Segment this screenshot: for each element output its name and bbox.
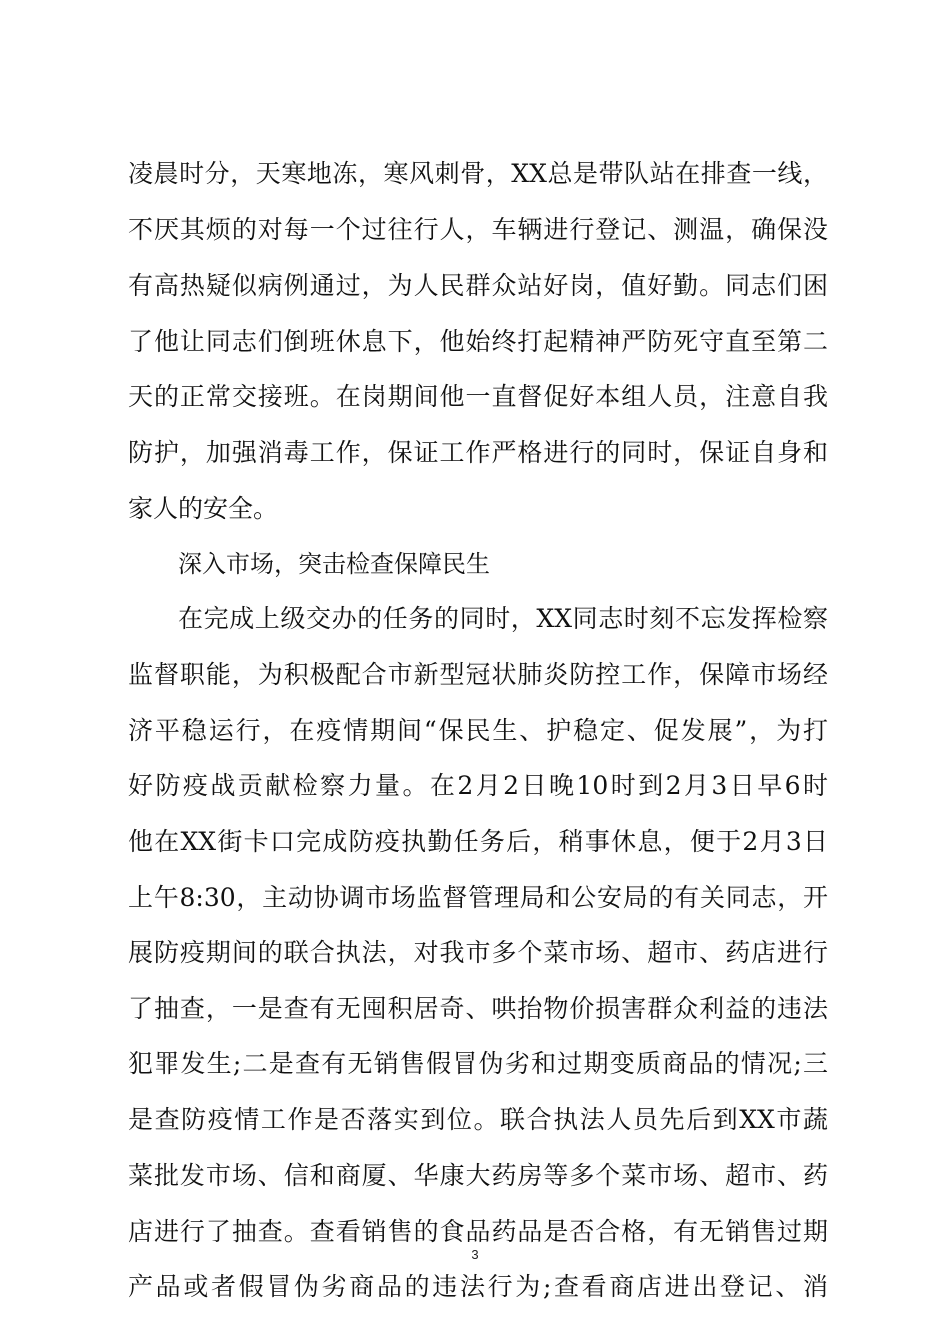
paragraph-2-line: 济平稳运行，在疫情期间“保民生、护稳定、促发展”，为打	[128, 716, 828, 745]
paragraph-1-line: 了他让同志们倒班休息下，他始终打起精神严防死守直至第二	[128, 327, 828, 356]
paragraph-2-line: 上午8:30，主动协调市场监督管理局和公安局的有关同志，开	[128, 883, 828, 912]
paragraph-2-line: 他在XX街卡口完成防疫执勤任务后，稍事休息，便于2月3日	[128, 827, 828, 856]
paragraph-1-line: 凌晨时分，天寒地冻，寒风刺骨，XX总是带队站在排查一线，	[128, 159, 828, 188]
paragraph-2-line: 在完成上级交办的任务的同时，XX同志时刻不忘发挥检察	[178, 604, 828, 633]
paragraph-2-line: 监督职能，为积极配合市新型冠状肺炎防控工作，保障市场经	[128, 660, 828, 689]
paragraph-2-line: 犯罪发生;二是查有无销售假冒伪劣和过期变质商品的情况;三	[128, 1049, 828, 1078]
page-number: 3	[471, 1247, 479, 1262]
paragraph-2-line: 了抽查，一是查有无囤积居奇、哄抬物价损害群众利益的违法	[128, 994, 828, 1023]
paragraph-1-line: 不厌其烦的对每一个过往行人，车辆进行登记、测温，确保没	[128, 215, 828, 244]
paragraph-1-line: 有高热疑似病例通过，为人民群众站好岗，值好勤。同志们困	[128, 271, 828, 300]
paragraph-1-line: 防护，加强消毒工作，保证工作严格进行的同时，保证自身和	[128, 438, 828, 467]
paragraph-2-line: 菜批发市场、信和商厦、华康大药房等多个菜市场、超市、药	[128, 1161, 828, 1190]
paragraph-2-line: 好防疫战贡献检察力量。在2月2日晚10时到2月3日早6时	[128, 771, 828, 800]
paragraph-1-line: 家人的安全。	[128, 494, 279, 523]
paragraph-2-line: 店进行了抽查。查看销售的食品药品是否合格，有无销售过期	[128, 1217, 828, 1246]
paragraph-2-line: 是查防疫情工作是否落实到位。联合执法人员先后到XX市蔬	[128, 1105, 828, 1134]
paragraph-1-line: 天的正常交接班。在岗期间他一直督促好本组人员，注意自我	[128, 382, 828, 411]
paragraph-2-line: 展防疫期间的联合执法，对我市多个菜市场、超市、药店进行	[128, 938, 828, 967]
paragraph-2-line: 产品或者假冒伪劣商品的违法行为;查看商店进出登记、消	[128, 1272, 828, 1301]
section-heading: 深入市场，突击检查保障民生	[178, 550, 490, 578]
